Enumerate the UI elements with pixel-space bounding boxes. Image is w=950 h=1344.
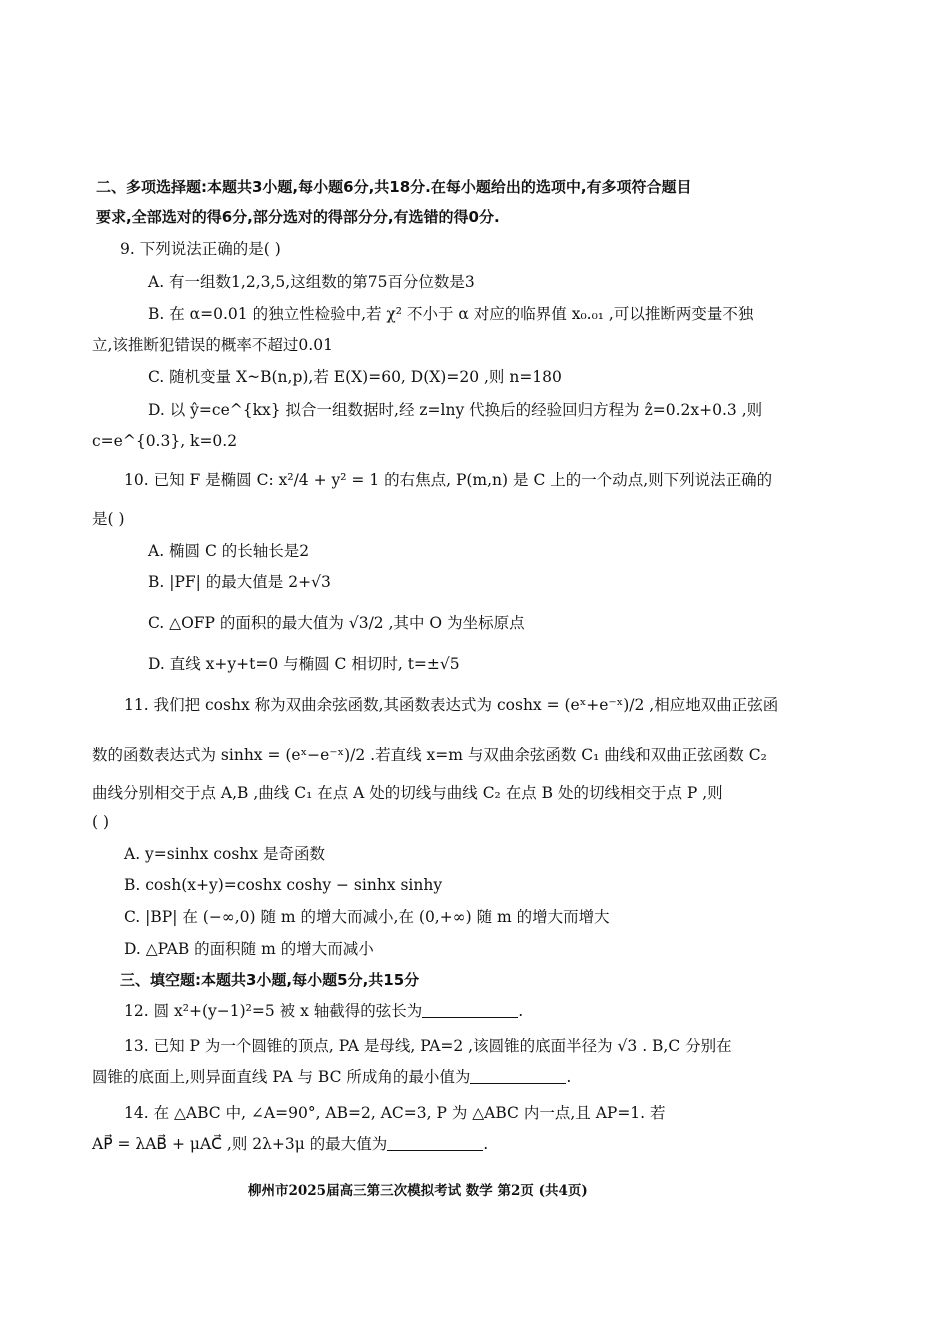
q11-stem-line4: ( ) (92, 813, 110, 831)
q14-line2-wrap (92, 1133, 488, 1155)
page-footer: 柳州市2025届高三第三次模拟考试 数学 第2页 (共4页) (248, 1183, 588, 1199)
q12-text: 12. 圆 x²+(y−1)²=5 被 x 轴截得的弦长为 (124, 1002, 423, 1020)
q10-option-d: D. 直线 x+y+t=0 与椭圆 C 相切时, t=±√5 (148, 655, 460, 673)
q9-option-d-line1: D. 以 ŷ=ce^{kx} 拟合一组数据时,经 z=lny 代换后的经验回归方程为 ẑ=0.2x+0.3 ,则 (148, 401, 763, 419)
q13-line1: 13. 已知 P 为一个圆锥的顶点, PA 是母线, PA=2 ,该圆锥的底面半径为 √3 . B,C 分别在 (124, 1037, 732, 1055)
q11-option-d: D. △PAB 的面积随 m 的增大而减小 (124, 940, 374, 958)
q11-stem-line2: 数的函数表达式为 sinhx = (eˣ−e⁻ˣ)/2 .若直线 x=m 与双曲余弦函数 C₁ 曲线和双曲正弦函数 C₂ (92, 746, 767, 764)
q9-stem: 9. 下列说法正确的是( ) (120, 240, 281, 258)
q11-stem-line1: 11. 我们把 coshx 称为双曲余弦函数,其函数表达式为 coshx = (eˣ+e⁻ˣ)/2 ,相应地双曲正弦函 (124, 696, 779, 714)
q11-stem-line3: 曲线分别相交于点 A,B ,曲线 C₁ 在点 A 处的切线与曲线 C₂ 在点 B 处的切线相交于点 P ,则 (92, 784, 723, 802)
q14-line2: AP⃗ = λAB⃗ + μAC⃗ ,则 2λ+3μ 的最大值为 (92, 1135, 388, 1153)
section3-header: 三、填空题:本题共3小题,每小题5分,共15分 (120, 971, 420, 989)
q12-end: . (518, 1002, 524, 1020)
q10-stem-line1: 10. 已知 F 是椭圆 C: x²/4 + y² = 1 的右焦点, P(m,n) 是 C 上的一个动点,则下列说法正确的 (124, 471, 773, 489)
q9-option-b-line1: B. 在 α=0.01 的独立性检验中,若 χ² 不小于 α 对应的临界值 x₀.₀₁ ,可以推断两变量不独 (148, 305, 754, 323)
q9-option-c: C. 随机变量 X~B(n,p),若 E(X)=60, D(X)=20 ,则 n=180 (148, 368, 562, 386)
q9-option-a: A. 有一组数1,2,3,5,这组数的第75百分位数是3 (148, 273, 475, 291)
q13-answer-blank[interactable] (470, 1067, 566, 1084)
q14-end: . (483, 1135, 489, 1153)
q10-option-a: A. 椭圆 C 的长轴长是2 (148, 542, 310, 560)
section2-header-line1: 二、多项选择题:本题共3小题,每小题6分,共18分.在每小题给出的选项中,有多项符合题目 (96, 178, 692, 196)
q9-option-d-line2: c=e^{0.3}, k=0.2 (92, 432, 238, 450)
q13-line2: 圆锥的底面上,则异面直线 PA 与 BC 所成角的最小值为 (92, 1068, 471, 1086)
q14-answer-blank[interactable] (387, 1134, 483, 1151)
q10-option-b: B. |PF| 的最大值是 2+√3 (148, 573, 331, 591)
q14-line1: 14. 在 △ABC 中, ∠A=90°, AB=2, AC=3, P 为 △ABC 内一点,且 AP=1. 若 (124, 1104, 666, 1122)
q12-answer-blank[interactable] (422, 1001, 518, 1018)
q9-option-b-line2: 立,该推断犯错误的概率不超过0.01 (92, 336, 333, 354)
q11-option-a: A. y=sinhx coshx 是奇函数 (124, 845, 325, 863)
q13-line2-wrap (92, 1066, 571, 1088)
q11-option-c: C. |BP| 在 (−∞,0) 随 m 的增大而减小,在 (0,+∞) 随 m 的增大而增大 (124, 908, 610, 926)
q13-end: . (566, 1068, 572, 1086)
q12-line (124, 1000, 523, 1022)
q10-stem-line2: 是( ) (92, 510, 125, 528)
section2-header-line2: 要求,全部选对的得6分,部分选对的得部分分,有选错的得0分. (96, 208, 500, 226)
q10-option-c: C. △OFP 的面积的最大值为 √3/2 ,其中 O 为坐标原点 (148, 614, 525, 632)
q11-option-b: B. cosh(x+y)=coshx coshy − sinhx sinhy (124, 876, 443, 894)
